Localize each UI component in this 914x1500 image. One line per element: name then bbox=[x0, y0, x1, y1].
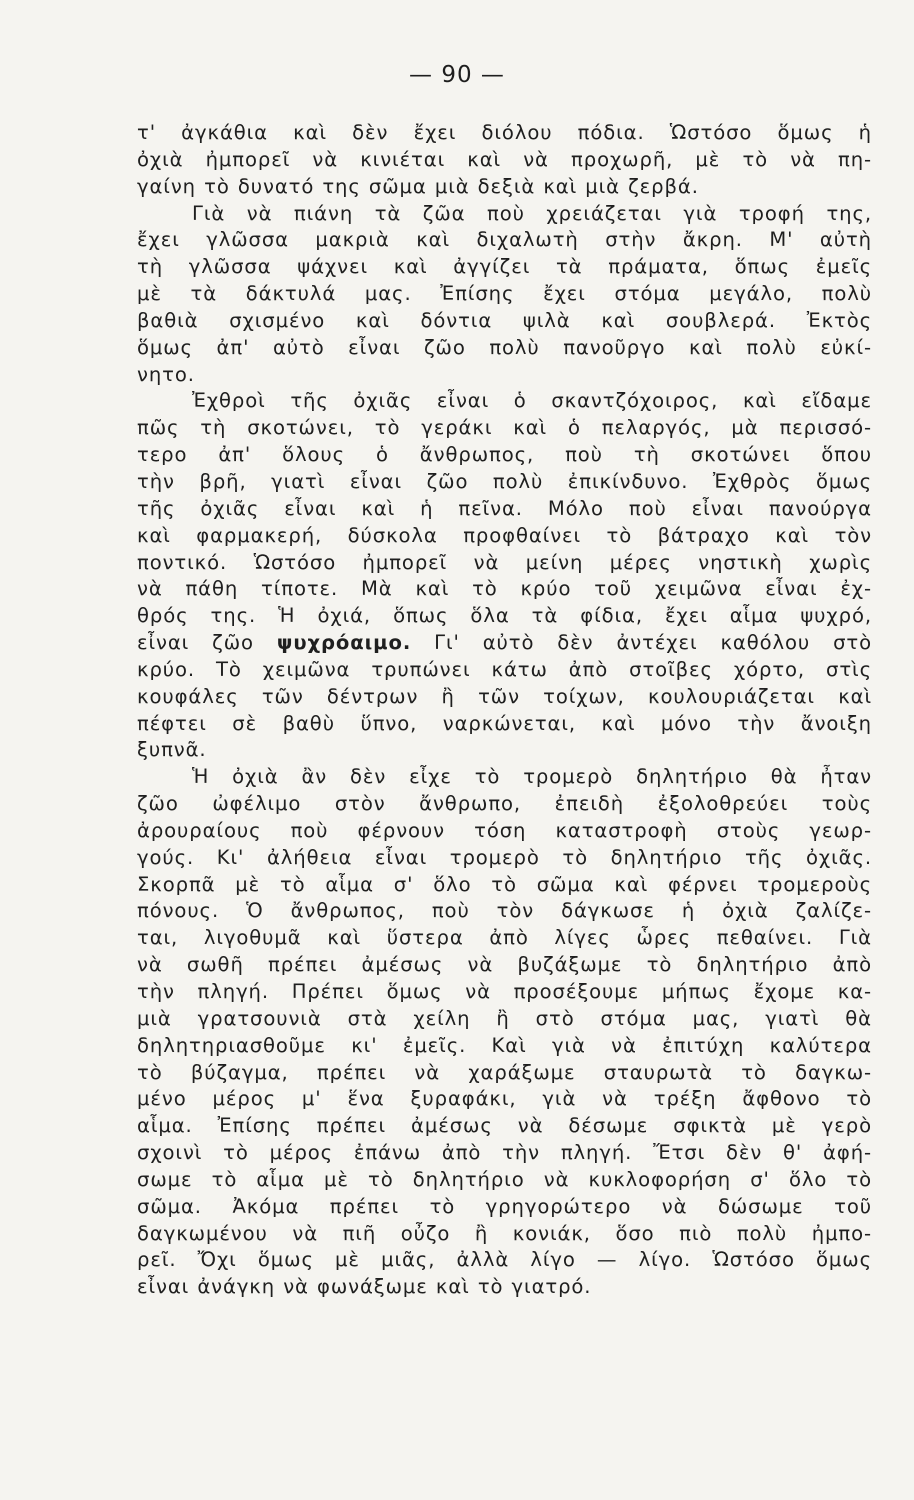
text-line: Σκορπᾶ μὲ τὸ αἷμα σ' ὅλο τὸ σῶμα καὶ φέρνει τρομεροὺς bbox=[137, 872, 872, 896]
text-line: ξυπνᾶ. bbox=[137, 738, 207, 762]
text-line: τὸ βύζαγμα, πρέπει νὰ χαράξωμε σταυρωτὰ τὸ δαγκω- bbox=[137, 1060, 872, 1084]
text-line: νητο. bbox=[137, 362, 195, 386]
text-line: σχοινὶ τὸ μέρος ἐπάνω ἀπὸ τὴν πληγή. Ἔτσι δὲν θ' ἀφή- bbox=[137, 1141, 872, 1165]
text-line: ζῶο ὠφέλιμο στὸν ἄνθρωπο, ἐπειδὴ ἐξολοθρεύει τοὺς bbox=[137, 792, 872, 816]
text-line: πόνους. Ὁ ἄνθρωπος, ποὺ τὸν δάγκωσε ἡ ὀχιὰ ζαλίζε- bbox=[137, 899, 872, 923]
text-line: πῶς τὴ σκοτώνει, τὸ γεράκι καὶ ὁ πελαργός, μὰ περισσό- bbox=[137, 416, 872, 440]
text-line: δαγκωμένου νὰ πιῆ οὖζο ἢ κονιάκ, ὅσο πιὸ πολὺ ἠμπο- bbox=[137, 1221, 872, 1245]
text-line: ἀρουραίους ποὺ φέρνουν τόση καταστροφὴ στοὺς γεωρ- bbox=[137, 818, 872, 842]
text-line: αἷμα. Ἐπίσης πρέπει ἀμέσως νὰ δέσωμε σφικτὰ μὲ γερὸ bbox=[137, 1114, 872, 1138]
text-line: ὀχιὰ ἠμπορεῖ νὰ κινιέται καὶ νὰ προχωρῆ, μὲ τὸ νὰ πη- bbox=[137, 147, 872, 171]
text-line: νὰ πάθη τίποτε. Μὰ καὶ τὸ κρύο τοῦ χειμῶνα εἶναι ἐχ- bbox=[137, 577, 872, 601]
body-text bbox=[137, 120, 872, 1301]
text-line: κρύο. Τὸ χειμῶνα τρυπώνει κάτω ἀπὸ στοῖβες χόρτο, στὶς bbox=[137, 657, 872, 681]
text-line: Γιὰ νὰ πιάνη τὰ ζῶα ποὺ χρειάζεται γιὰ τροφή της, bbox=[192, 201, 872, 225]
text-line: θρός της. Ἡ ὀχιά, ὅπως ὅλα τὰ φίδια, ἔχει αἷμα ψυχρό, bbox=[137, 604, 872, 628]
text-line: νὰ σωθῆ πρέπει ἀμέσως νὰ βυζάξωμε τὸ δηλητήριο ἀπὸ bbox=[137, 953, 872, 977]
page-number: — 90 — bbox=[409, 62, 505, 88]
text-line: τὴ γλῶσσα ψάχνει καὶ ἀγγίζει τὰ πράματα, ὅπως ἐμεῖς bbox=[137, 255, 872, 279]
text-line: σωμε τὸ αἷμα μὲ τὸ δηλητήριο νὰ κυκλοφορήση σ' ὅλο τὸ bbox=[137, 1167, 872, 1191]
text-line: Ἐχθροὶ τῆς ὀχιᾶς εἶναι ὁ σκαντζόχοιρος, καὶ εἴδαμε bbox=[192, 389, 872, 413]
text-line: ὅμως ἀπ' αὐτὸ εἶναι ζῶο πολὺ πανοῦργο καὶ πολὺ εὐκί- bbox=[137, 335, 872, 359]
text-line: τὴν βρῆ, γιατὶ εἶναι ζῶο πολὺ ἐπικίνδυνο. Ἐχθρὸς ὅμως bbox=[137, 469, 872, 493]
text-line: σῶμα. Ἀκόμα πρέπει τὸ γρηγορώτερο νὰ δώσωμε τοῦ bbox=[137, 1194, 872, 1218]
text-line: μιὰ γρατσουνιὰ στὰ χείλη ἢ στὸ στόμα μας, γιατὶ θὰ bbox=[137, 1006, 872, 1030]
text-line: κουφάλες τῶν δέντρων ἢ τῶν τοίχων, κουλουριάζεται καὶ bbox=[137, 684, 872, 708]
text-line bbox=[137, 630, 872, 657]
text-line: τὴν πληγή. Πρέπει ὅμως νὰ προσέξουμε μήπως ἔχομε κα- bbox=[137, 980, 872, 1003]
text-line: τ' ἀγκάθια καὶ δὲν ἔχει διόλου πόδια. Ὡστόσο ὅμως ἡ bbox=[137, 121, 872, 144]
text-line: ρεῖ. Ὄχι ὅμως μὲ μιᾶς, ἀλλὰ λίγο — λίγο. Ὡστόσο ὅμως bbox=[137, 1248, 872, 1272]
text-line: μένο μέρος μ' ἕνα ξυραφάκι, γιὰ νὰ τρέξη ἄφθονο τὸ bbox=[137, 1087, 872, 1111]
text-line: ἔχει γλῶσσα μακριὰ καὶ διχαλωτὴ στὴν ἄκρη. Μ' αὐτὴ bbox=[137, 228, 872, 252]
text-line: καὶ φαρμακερή, δύσκολα προφθαίνει τὸ βάτραχο καὶ τὸν bbox=[137, 523, 872, 547]
text-run: Γι' αὐτὸ δὲν ἀντέχει καθόλου στὸ bbox=[411, 631, 872, 655]
text-line: τερο ἀπ' ὅλους ὁ ἄνθρωπος, ποὺ τὴ σκοτώνει ὅπου bbox=[137, 443, 872, 467]
text-line: μὲ τὰ δάκτυλά μας. Ἐπίσης ἔχει στόμα μεγάλο, πολὺ bbox=[137, 282, 872, 306]
text-line: γαίνη τὸ δυνατό της σῶμα μιὰ δεξιὰ καὶ μιὰ ζερβά. bbox=[137, 174, 699, 198]
bold-term: ψυχρόαιμο. bbox=[276, 631, 412, 655]
text-line: γούς. Κι' ἀλήθεια εἶναι τρομερὸ τὸ δηλητήριο τῆς ὀχιᾶς. bbox=[137, 845, 872, 869]
text-line: Ἡ ὀχιὰ ἂν δὲν εἶχε τὸ τρομερὸ δηλητήριο θὰ ἦταν bbox=[192, 765, 872, 789]
text-line: βαθιὰ σχισμένο καὶ δόντια ψιλὰ καὶ σουβλερά. Ἐκτὸς bbox=[137, 308, 872, 332]
text-run: εἶναι ζῶο bbox=[137, 631, 277, 655]
text-line: τῆς ὀχιᾶς εἶναι καὶ ἡ πεῖνα. Μόλο ποὺ εἶναι πανούργα bbox=[137, 496, 872, 520]
text-line: πέφτει σὲ βαθὺ ὕπνο, ναρκώνεται, καὶ μόνο τὴν ἄνοιξη bbox=[137, 711, 872, 735]
text-line: ποντικό. Ὡστόσο ἠμπορεῖ νὰ μείνη μέρες νηστικὴ χωρὶς bbox=[137, 550, 872, 574]
text-line: δηλητηριασθοῦμε κι' ἐμεῖς. Καὶ γιὰ νὰ ἐπιτύχη καλύτερα bbox=[137, 1033, 872, 1057]
text-line: ται, λιγοθυμᾶ καὶ ὕστερα ἀπὸ λίγες ὧρες πεθαίνει. Γιὰ bbox=[137, 926, 872, 950]
text-line: εἶναι ἀνάγκη νὰ φωνάξωμε καὶ τὸ γιατρό. bbox=[137, 1275, 592, 1299]
